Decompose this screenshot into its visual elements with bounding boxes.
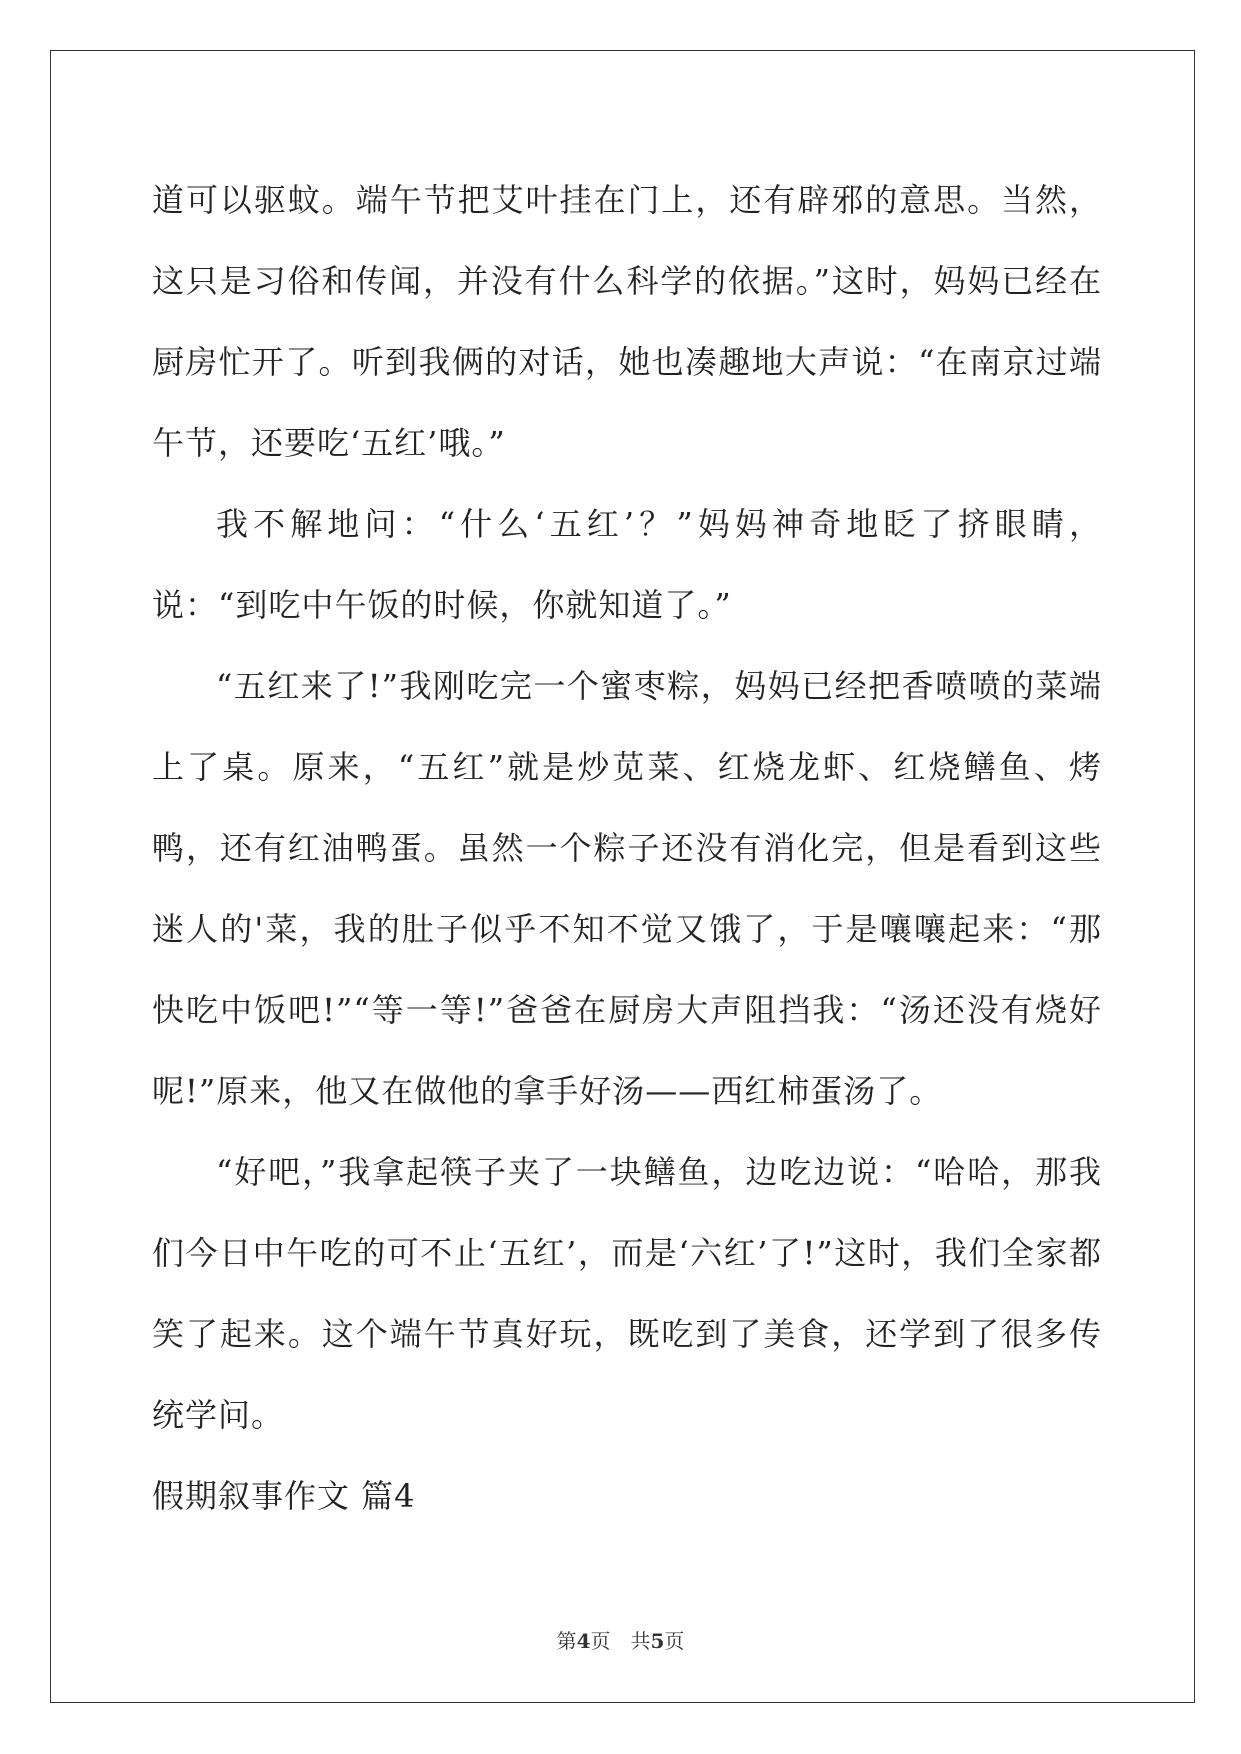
- footer-total-suffix: 页: [664, 1629, 685, 1653]
- footer-current-page: 4: [576, 1629, 591, 1653]
- paragraph-question: 我不解地问：“什么‘五红’？”妈妈神奇地眨了挤眼睛，说：“到吃中午饭的时候，你就知道了。”: [152, 505, 1102, 624]
- paragraph-continued: 道可以驱蚊。端午节把艾叶挂在门上，还有辟邪的意思。当然，这只是习俗和传闻，并没有什么科学的依据。”这时，妈妈已经在厨房忙开了。听到我俩的对话，她也凑趣地大声说：“在南京过端午节，还要吃‘五红’哦。”: [152, 181, 1102, 462]
- document-body: [152, 160, 1102, 1537]
- footer-prefix: 第: [556, 1629, 577, 1653]
- footer-page-word: 页: [590, 1629, 611, 1653]
- footer-total-pages: 5: [650, 1629, 665, 1653]
- paragraph-five-reds: “五红来了!”我刚吃完一个蜜枣粽，妈妈已经把香喷喷的菜端上了桌。原来，“五红”就是炒苋菜、红烧龙虾、红烧鳝鱼、烤鸭，还有红油鸭蛋。虽然一个粽子还没有消化完，但是看到这些迷人的'菜，我的肚子似乎不知不觉又饿了，于是嚷嚷起来：“那快吃中饭吧!”“等一等!”爸爸在厨房大声阻挡我：“汤还没有烧好呢!”原来，他又在做他的拿手好汤——西红柿蛋汤了。: [152, 667, 1102, 1110]
- paragraph-six-reds: “好吧，”我拿起筷子夹了一块鳝鱼，边吃边说：“哈哈，那我们今日中午吃的可不止‘五红’，而是‘六红’了!”这时，我们全家都笑了起来。这个端午节真好玩，既吃到了美食，还学到了很多传统学问。: [152, 1153, 1102, 1434]
- page-footer: [0, 1628, 1241, 1654]
- section-heading: 假期叙事作文 篇4: [152, 1477, 416, 1515]
- footer-total-prefix: 共: [630, 1629, 651, 1653]
